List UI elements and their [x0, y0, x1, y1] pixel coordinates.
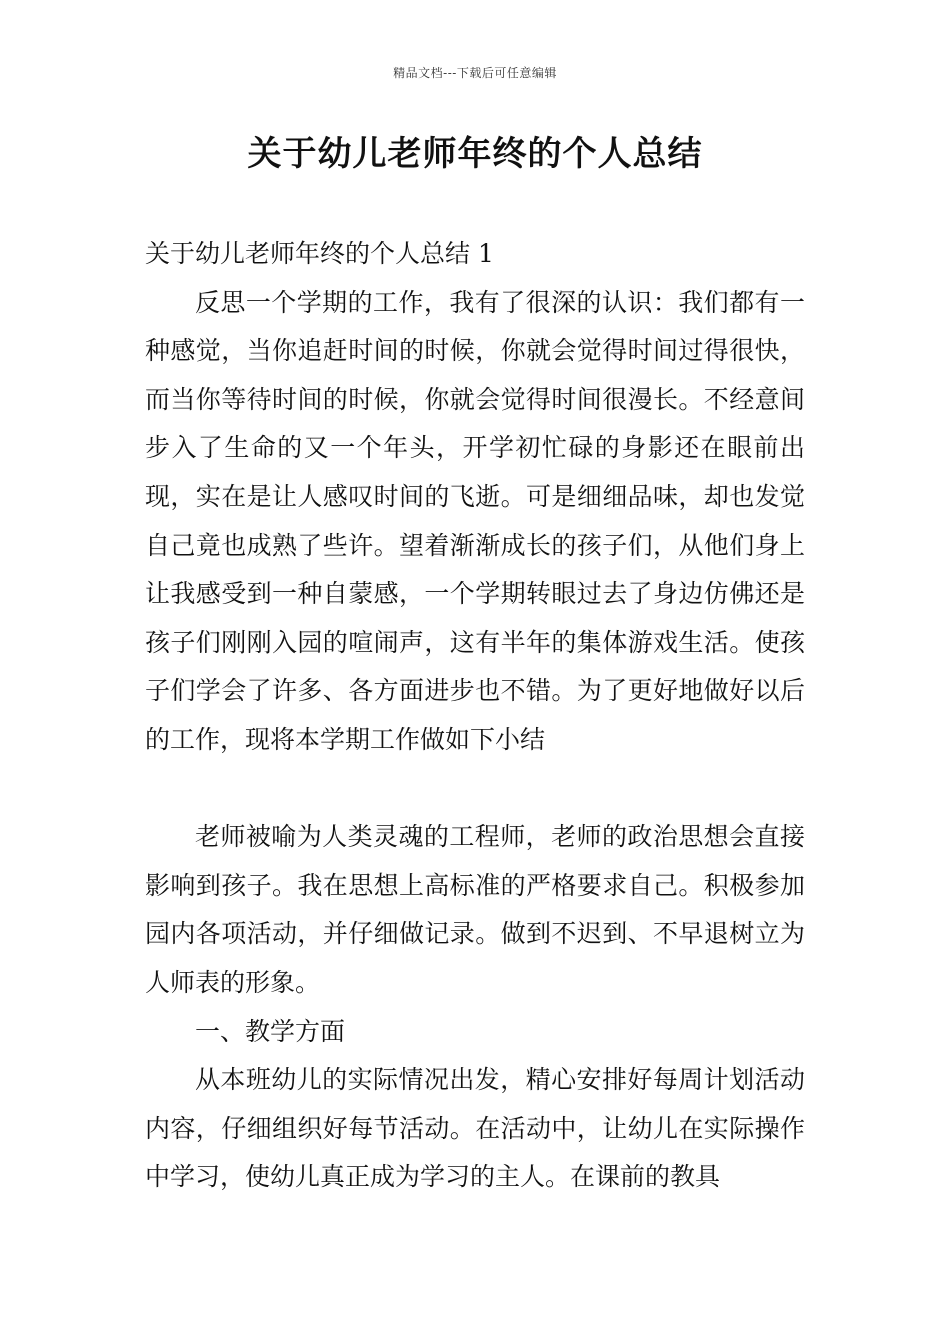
- paragraph-teaching: 从本班幼儿的实际情况出发，精心安排好每周计划活动内容，仔细组织好每节活动。在活动中，让幼儿在实际操作中学习，使幼儿真正成为学习的主人。在课前的教具: [145, 1065, 805, 1192]
- section-title: 关于幼儿老师年终的个人总结 1: [145, 239, 494, 268]
- heading-teaching: 一、教学方面: [195, 1016, 346, 1046]
- document-body: [145, 230, 805, 1202]
- paragraph-reflection: 反思一个学期的工作，我有了很深的认识：我们都有一种感觉，当你追赶时间的时候，你就会觉得时间过得很快，而当你等待时间的时候，你就会觉得时间很漫长。不经意间步入了生命的又一个年头，开学初忙碌的身影还在眼前出现，实在是让人感叹时间的飞逝。可是细细品味，却也发觉自己竟也成熟了些许。望着渐渐成长的孩子们，从他们身上让我感受到一种自蒙感，一个学期转眼过去了身边仿佛还是孩子们刚刚入园的喧闹声，这有半年的集体游戏生活。使孩子们学会了许多、各方面进步也不错。为了更好地做好以后的工作，现将本学期工作做如下小结: [145, 287, 805, 754]
- header-note: 精品文档---下载后可任意编辑: [393, 66, 557, 80]
- document-title: 关于幼儿老师年终的个人总结: [247, 134, 703, 174]
- paragraph-ideology: 老师被喻为人类灵魂的工程师，老师的政治思想会直接影响到孩子。我在思想上高标准的严格要求自己。积极参加园内各项活动，并仔细做记录。做到不迟到、不早退树立为人师表的形象。: [145, 822, 805, 997]
- paragraph-gap: [145, 765, 805, 814]
